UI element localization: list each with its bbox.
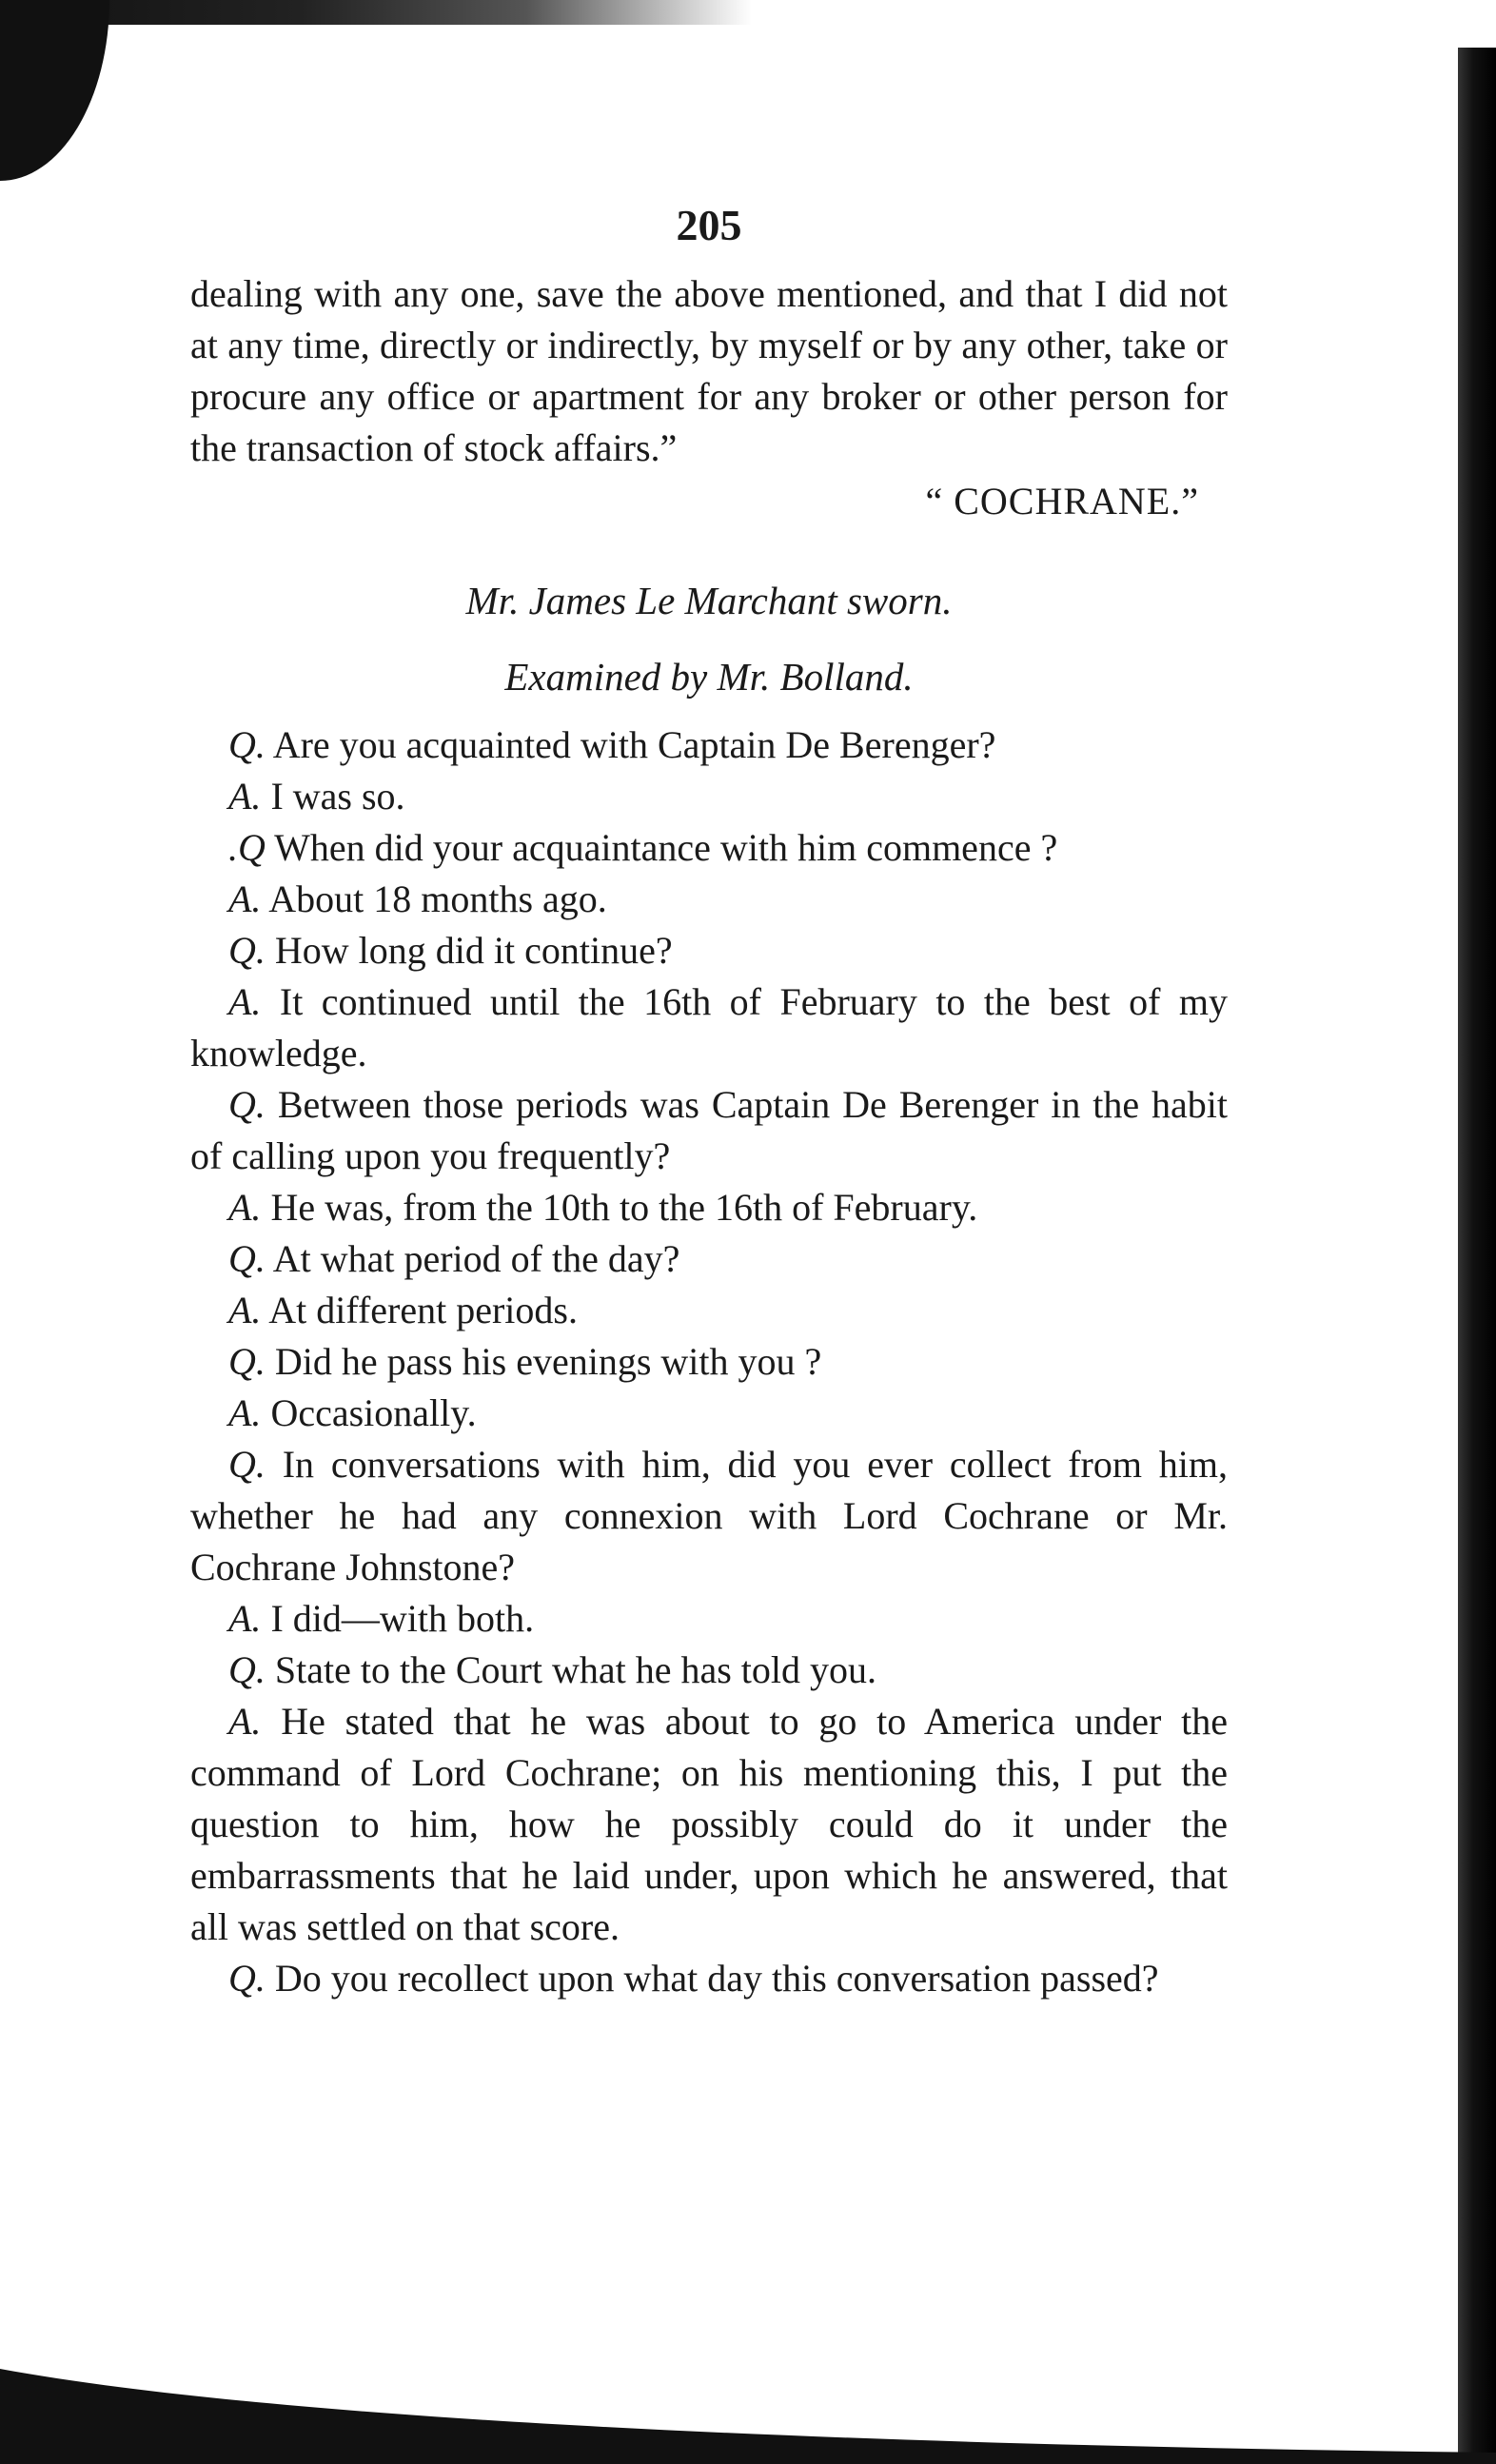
qa-label: A.: [228, 877, 262, 920]
qa-label: Q.: [228, 929, 266, 972]
page-number: 205: [676, 201, 742, 249]
examiner-heading: Examined by Mr. Bolland.: [504, 655, 914, 699]
qa-label: A.: [228, 980, 262, 1023]
qa-label: A.: [228, 1597, 262, 1640]
qa-text: Are you acquainted with Captain De Berenger?: [272, 723, 996, 766]
qa-entry: [190, 1696, 1228, 1953]
witness-heading: Mr. James Le Marchant sworn.: [465, 579, 953, 622]
qa-entry: [190, 1336, 1228, 1388]
qa-text: It continued until the 16th of February to the best of my knowledge.: [190, 980, 1228, 1074]
signature: “ COCHRANE.”: [925, 480, 1199, 522]
qa-entry: [190, 925, 1228, 976]
qa-text: Occasionally.: [270, 1391, 477, 1434]
qa-text: He stated that he was about to go to America under the command of Lord Cochrane; on his mentioning this, I put the question to him, how he possibly could do it under the embarrassments that he laid under, upon which he answered, that all was settled on that score.: [190, 1700, 1229, 1948]
qa-label: Q.: [228, 723, 266, 766]
qa-entry: [190, 1645, 1228, 1696]
qa-label: Q.: [228, 1443, 266, 1486]
qa-text: State to the Court what he has told you.: [274, 1648, 877, 1691]
qa-text: About 18 months ago.: [268, 877, 607, 920]
qa-text: Between those periods was Captain De Berenger in the habit of calling upon you frequently?: [190, 1083, 1229, 1177]
qa-label: A.: [228, 1289, 262, 1331]
qa-entry: [190, 771, 1228, 822]
qa-entry: [190, 1388, 1228, 1439]
qa-entry: [190, 1182, 1228, 1233]
qa-entry: [190, 1953, 1228, 2004]
scan-shadow-top: [0, 0, 752, 25]
qa-entry: [190, 976, 1228, 1079]
opening-paragraph: dealing with any one, save the above mentioned, and that I did not at any time, directly or indirectly, by myself or by any other, take or procure any office or apartment for any broker or other person for the transaction of stock affairs.”: [190, 272, 1228, 469]
qa-entry: [190, 1439, 1228, 1593]
qa-entry: [190, 822, 1228, 874]
qa-label: A.: [228, 1700, 262, 1743]
qa-entry: [190, 1285, 1228, 1336]
qa-text: I was so.: [270, 775, 405, 818]
qa-text: Did he pass his evenings with you ?: [274, 1340, 822, 1383]
qa-text: He was, from the 10th to the 16th of February.: [270, 1186, 978, 1229]
scan-shadow-bottom: [0, 2331, 1496, 2464]
qa-label: Q.: [228, 1340, 266, 1383]
qa-text: How long did it continue?: [274, 929, 673, 972]
scan-shadow-left: [0, 0, 109, 181]
qa-entry: [190, 1079, 1228, 1182]
qa-text: At different periods.: [268, 1289, 578, 1331]
qa-text: When did your acquaintance with him commence ?: [274, 826, 1058, 869]
scan-shadow-right: [1458, 48, 1496, 2464]
qa-text: In conversations with him, did you ever collect from him, whether he had any connexion with Lord Cochrane or Mr. Cochrane Johnstone?: [190, 1443, 1229, 1588]
qa-label: .Q: [228, 826, 266, 869]
qa-text: I did—with both.: [270, 1597, 535, 1640]
qa-label: A.: [228, 1186, 262, 1229]
qa-entry: [190, 1593, 1228, 1645]
qa-label: Q.: [228, 1083, 266, 1126]
book-page: [190, 200, 1228, 2004]
qa-label: A.: [228, 775, 262, 818]
qa-text: Do you recollect upon what day this conversation passed?: [274, 1957, 1159, 2000]
qa-entry: [190, 719, 1228, 771]
qa-entry: [190, 1233, 1228, 1285]
qa-label: Q.: [228, 1957, 266, 2000]
qa-entry: [190, 874, 1228, 925]
qa-label: Q.: [228, 1237, 266, 1280]
qa-label: Q.: [228, 1648, 266, 1691]
qa-text: At what period of the day?: [272, 1237, 680, 1280]
qa-label: A.: [228, 1391, 262, 1434]
